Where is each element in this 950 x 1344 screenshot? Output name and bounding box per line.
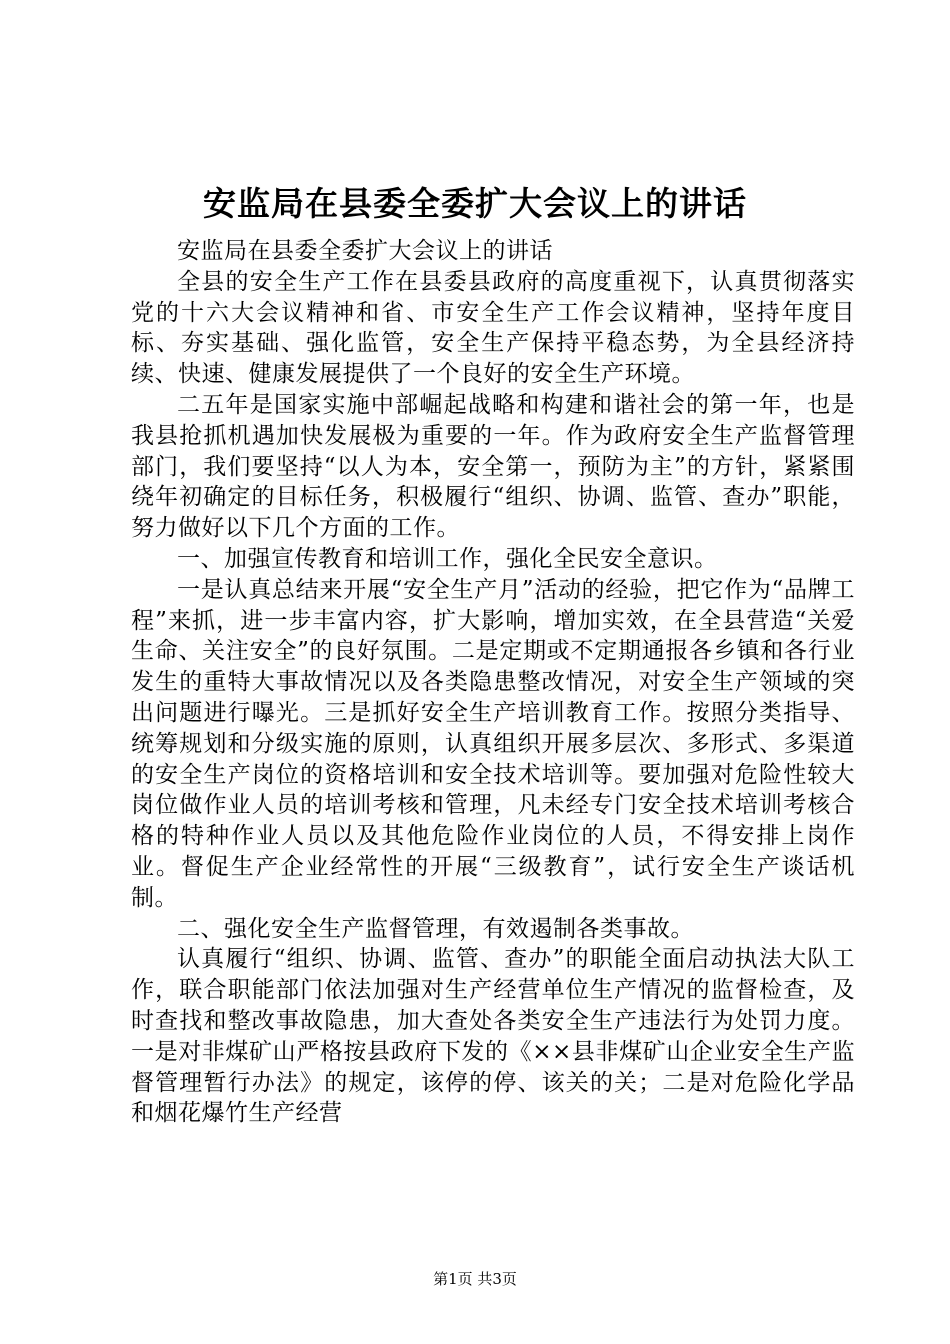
paragraph: 一是认真总结来开展“安全生产月”活动的经验，把它作为“品牌工程”来抓，进一步丰富内容，扩大影响，增加实效，在全县营造“关爱生命、关注安全”的良好氛围。二是定期或不定期通报各乡镇和各行业发生的重特大事故情况以及各类隐患整改情况，对安全生产领域的突出问题进行曝光。三是抓好安全生产培训教育工作。按照分类指导、统筹规划和分级实施的原则，认真组织开展多层次、多形式、多渠道的安全生产岗位的资格培训和安全技术培训等。要加强对危险性较大岗位做作业人员的培训考核和管理，凡未经专门安全技术培训考核合格的特种作业人员以及其他危险作业岗位的人员，不得安排上岗作业。督促生产企业经常性的开展“三级教育”，试行安全生产谈话机制。 [131, 576, 855, 911]
section-heading: 一、加强宣传教育和培训工作，强化全民安全意识。 [177, 545, 718, 572]
paragraph-subtitle: 安监局在县委全委扩大会议上的讲话 [177, 238, 553, 264]
paragraph: 全县的安全生产工作在县委县政府的高度重视下，认真贯彻落实党的十六大会议精神和省、市安全生产工作会议精神，坚持年度目标、夯实基础、强化监管，安全生产保持平稳态势，为全县经济持续、快速、健康发展提供了一个良好的安全生产环境。 [131, 268, 855, 388]
page-footer: 第1页 共3页 [433, 1270, 517, 1288]
paragraph: 二五年是国家实施中部崛起战略和构建和谐社会的第一年，也是我县抢抓机遇加快发展极为重要的一年。作为政府安全生产监督管理部门，我们要坚持“以人为本，安全第一，预防为主”的方针，紧紧围绕年初确定的目标任务，积极履行“组织、协调、监管、查办”职能，努力做好以下几个方面的工作。 [131, 391, 855, 542]
section-heading: 二、强化安全生产监督管理，有效遏制各类事故。 [177, 915, 694, 942]
document-body [131, 236, 855, 1129]
paragraph: 认真履行“组织、协调、监管、查办”的职能全面启动执法大队工作，联合职能部门依法加强对生产经营单位生产情况的监督检查，及时查找和整改事故隐患，加大查处各类安全生产违法行为处罚力度。一是对非煤矿山严格按县政府下发的《××县非煤矿山企业安全生产监督管理暂行办法》的规定，该停的停、该关的关；二是对危险化学品和烟花爆竹生产经营 [131, 946, 855, 1127]
document-title: 安监局在县委全委扩大会议上的讲话 [203, 184, 747, 223]
